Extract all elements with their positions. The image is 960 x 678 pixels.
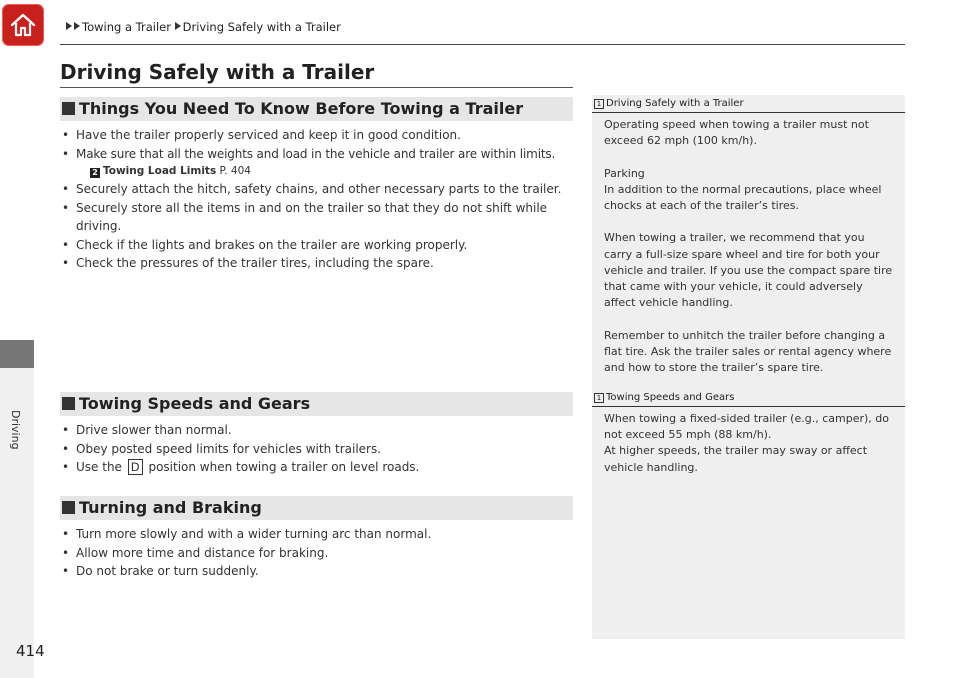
note-marker-icon: 1	[594, 99, 604, 109]
note-paragraph: In addition to the normal precautions, place wheel chocks at each of the trailer’s tires.	[604, 182, 882, 212]
note-heading: Towing Speeds and Gears	[606, 392, 735, 403]
list-item: • Do not brake or turn suddenly.	[60, 562, 580, 581]
cross-reference[interactable]: 2 Towing Load Limits P. 404	[60, 163, 580, 180]
section-heading-speeds: Towing Speeds and Gears	[60, 392, 573, 416]
note-paragraph: When towing a trailer, we recommend that you carry a full-size spare wheel and tire for both your vehicle and trailer. If you use the compact spare tire that came with your vehicle, it could adversely affect vehicle handling.	[604, 231, 893, 310]
home-button[interactable]	[2, 4, 44, 46]
before-towing-list	[60, 126, 580, 273]
reference-arrow-icon: 2	[90, 168, 100, 178]
list-item: • Have the trailer properly serviced and keep it in good condition.	[60, 126, 580, 145]
list-item: • Allow more time and distance for braking.	[60, 544, 580, 563]
page-number: 414	[16, 642, 45, 660]
list-item: • Use the D position when towing a trailer on level roads.	[60, 458, 580, 477]
chapter-tab-marker	[0, 340, 34, 368]
page-title: Driving Safely with a Trailer	[60, 60, 375, 84]
breadcrumb-item-towing[interactable]: Towing a Trailer	[82, 20, 171, 34]
section-heading-turning: Turning and Braking	[60, 496, 573, 520]
list-item: • Securely store all the items in and on the trailer so that they do not shift while driving.	[60, 199, 556, 236]
list-item: • Make sure that all the weights and load in the vehicle and trailer are within limits.	[60, 145, 580, 164]
note-towing-speeds	[592, 390, 905, 476]
breadcrumb-item-current: Driving Safely with a Trailer	[182, 20, 341, 34]
gear-d-indicator: D	[128, 459, 143, 475]
square-bullet-icon	[62, 501, 75, 514]
breadcrumb-arrow-icon	[175, 22, 181, 30]
note-driving-safely	[592, 96, 905, 392]
note-paragraph: When towing a fixed-sided trailer (e.g., camper), do not exceed 55 mph (88 km/h).	[604, 412, 889, 442]
square-bullet-icon	[62, 397, 75, 410]
note-paragraph: Remember to unhitch the trailer before changing a flat tire. Ask the trailer sales or rental agency where and how to store the trailer’s spare tire.	[604, 328, 892, 374]
breadcrumb	[66, 20, 341, 34]
chapter-label[interactable]: Driving	[9, 410, 22, 450]
home-icon	[8, 10, 38, 40]
note-paragraph: At higher speeds, the trailer may sway or affect vehicle handling.	[604, 444, 868, 474]
list-item: • Turn more slowly and with a wider turning arc than normal.	[60, 525, 580, 544]
note-subheading: Parking	[604, 166, 645, 180]
title-divider	[60, 87, 573, 88]
list-item: • Securely attach the hitch, safety chains, and other necessary parts to the trailer.	[60, 180, 580, 199]
breadcrumb-arrow-icon	[66, 22, 72, 30]
list-item: • Check the pressures of the trailer tires, including the spare.	[60, 254, 580, 273]
note-heading: Driving Safely with a Trailer	[606, 98, 744, 109]
breadcrumb-arrow-icon	[74, 22, 80, 30]
list-item: • Drive slower than normal.	[60, 421, 580, 440]
speeds-list	[60, 421, 580, 477]
list-item: • Obey posted speed limits for vehicles with trailers.	[60, 440, 580, 459]
note-paragraph: Operating speed when towing a trailer must not exceed 62 mph (100 km/h).	[604, 118, 869, 148]
list-item: • Check if the lights and brakes on the trailer are working properly.	[60, 236, 580, 255]
section-heading-before-towing: Things You Need To Know Before Towing a Trailer	[60, 97, 573, 121]
square-bullet-icon	[62, 102, 75, 115]
turning-list	[60, 525, 580, 581]
header-divider	[60, 44, 905, 45]
note-marker-icon: 1	[594, 393, 604, 403]
